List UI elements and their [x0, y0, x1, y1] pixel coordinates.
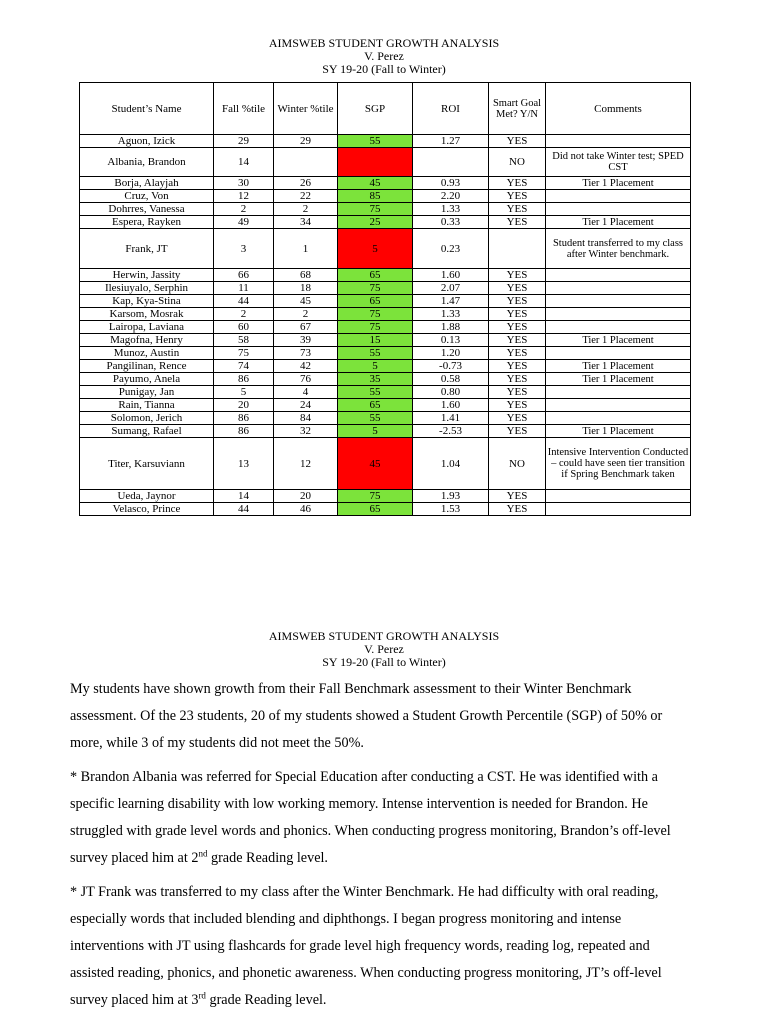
student-name: Ueda, Jaynor [80, 490, 214, 503]
student-name: Dohrres, Vanessa [80, 203, 214, 216]
smart-goal-met: YES [489, 282, 546, 295]
sgp-value: 45 [338, 177, 413, 190]
roi-value: 1.27 [413, 135, 489, 148]
brandon-ordinal: nd [198, 848, 208, 859]
sgp-value [338, 148, 413, 177]
student-name: Karsom, Mosrak [80, 308, 214, 321]
sgp-value: 65 [338, 269, 413, 282]
fall-percentile: 74 [214, 360, 274, 373]
teacher-name-2: V. Perez [364, 642, 404, 656]
comment [546, 308, 691, 321]
sgp-value: 75 [338, 308, 413, 321]
comment [546, 399, 691, 412]
sgp-value: 5 [338, 229, 413, 269]
brandon-paragraph [70, 764, 692, 872]
smart-goal-met: YES [489, 295, 546, 308]
winter-percentile: 26 [274, 177, 338, 190]
table-row [80, 399, 691, 412]
comment [546, 412, 691, 425]
sgp-value: 25 [338, 216, 413, 229]
roi-value: 0.23 [413, 229, 489, 269]
table-row [80, 216, 691, 229]
teacher-name: V. Perez [364, 49, 404, 63]
sgp-value: 65 [338, 503, 413, 516]
roi-value: 2.20 [413, 190, 489, 203]
table-row [80, 386, 691, 399]
sgp-value: 45 [338, 438, 413, 490]
header-bottom [0, 630, 768, 669]
roi-value: 1.33 [413, 308, 489, 321]
winter-percentile: 73 [274, 347, 338, 360]
winter-percentile: 29 [274, 135, 338, 148]
winter-percentile: 32 [274, 425, 338, 438]
student-name: Velasco, Prince [80, 503, 214, 516]
smart-goal-met: YES [489, 190, 546, 203]
fall-percentile: 11 [214, 282, 274, 295]
table-header-row [80, 83, 691, 135]
fall-percentile: 58 [214, 334, 274, 347]
smart-goal-met: YES [489, 373, 546, 386]
fall-percentile: 20 [214, 399, 274, 412]
fall-percentile: 86 [214, 425, 274, 438]
comment [546, 269, 691, 282]
student-name: Ilesiuyalo, Serphin [80, 282, 214, 295]
table-row [80, 360, 691, 373]
fall-percentile: 30 [214, 177, 274, 190]
table-row [80, 229, 691, 269]
table-row [80, 503, 691, 516]
roi-value: 1.20 [413, 347, 489, 360]
sgp-value: 5 [338, 360, 413, 373]
roi-value: 1.53 [413, 503, 489, 516]
student-name: Pangilinan, Rence [80, 360, 214, 373]
winter-percentile: 24 [274, 399, 338, 412]
comment [546, 503, 691, 516]
table-row [80, 347, 691, 360]
sgp-value: 65 [338, 399, 413, 412]
sgp-value: 65 [338, 295, 413, 308]
brandon-text: * Brandon Albania was referred for Special Education after conducting a CST. He was identified with a specific learning disability with low working memory. Intense intervention is needed for Brandon. He struggled with grade level words and phonics. When conducting progress monitoring, Brandon’s off-level survey placed him at 2 [70, 769, 671, 866]
sgp-value: 75 [338, 490, 413, 503]
col-header-winter: Winter %tile [274, 83, 338, 135]
comment: Tier 1 Placement [546, 425, 691, 438]
student-name: Aguon, Izick [80, 135, 214, 148]
table-row [80, 269, 691, 282]
winter-percentile: 20 [274, 490, 338, 503]
comment [546, 321, 691, 334]
comment: Tier 1 Placement [546, 177, 691, 190]
smart-goal-met: YES [489, 360, 546, 373]
col-header-name: Student’s Name [80, 83, 214, 135]
comment [546, 190, 691, 203]
winter-percentile: 46 [274, 503, 338, 516]
table-row [80, 412, 691, 425]
winter-percentile: 84 [274, 412, 338, 425]
winter-percentile: 39 [274, 334, 338, 347]
report-title: AIMSWEB STUDENT GROWTH ANALYSIS [268, 36, 500, 50]
roi-value: 1.93 [413, 490, 489, 503]
fall-percentile: 86 [214, 412, 274, 425]
winter-percentile: 2 [274, 203, 338, 216]
roi-value: 1.88 [413, 321, 489, 334]
sgp-value: 55 [338, 412, 413, 425]
smart-goal-met: YES [489, 308, 546, 321]
fall-percentile: 12 [214, 190, 274, 203]
header-top [0, 37, 768, 76]
roi-value: -0.73 [413, 360, 489, 373]
smart-goal-met: YES [489, 386, 546, 399]
smart-goal-met: YES [489, 399, 546, 412]
smart-goal-met: YES [489, 177, 546, 190]
analysis-text [70, 676, 692, 1021]
col-header-comments: Comments [546, 83, 691, 135]
smart-goal-met: YES [489, 425, 546, 438]
student-name: Albania, Brandon [80, 148, 214, 177]
winter-percentile: 18 [274, 282, 338, 295]
comment [546, 203, 691, 216]
winter-percentile: 68 [274, 269, 338, 282]
student-name: Payumo, Anela [80, 373, 214, 386]
winter-percentile: 45 [274, 295, 338, 308]
fall-percentile: 60 [214, 321, 274, 334]
fall-percentile: 29 [214, 135, 274, 148]
roi-value: 1.33 [413, 203, 489, 216]
roi-value [413, 148, 489, 177]
fall-percentile: 66 [214, 269, 274, 282]
sgp-value: 5 [338, 425, 413, 438]
sgp-value: 15 [338, 334, 413, 347]
table-row [80, 282, 691, 295]
fall-percentile: 14 [214, 490, 274, 503]
winter-percentile: 2 [274, 308, 338, 321]
student-name: Sumang, Rafael [80, 425, 214, 438]
roi-value: 1.60 [413, 269, 489, 282]
smart-goal-met: YES [489, 412, 546, 425]
col-header-smart-goal: Smart Goal Met? Y/N [489, 83, 546, 135]
growth-table [79, 82, 691, 516]
sgp-value: 55 [338, 386, 413, 399]
roi-value: 1.60 [413, 399, 489, 412]
comment: Tier 1 Placement [546, 360, 691, 373]
roi-value: 0.13 [413, 334, 489, 347]
col-header-sgp: SGP [338, 83, 413, 135]
roi-value: 0.80 [413, 386, 489, 399]
roi-value: 0.93 [413, 177, 489, 190]
fall-percentile: 44 [214, 295, 274, 308]
table-row [80, 308, 691, 321]
comment [546, 386, 691, 399]
winter-percentile: 1 [274, 229, 338, 269]
winter-percentile: 42 [274, 360, 338, 373]
sgp-value: 75 [338, 203, 413, 216]
smart-goal-met: YES [489, 216, 546, 229]
fall-percentile: 3 [214, 229, 274, 269]
student-name: Herwin, Jassity [80, 269, 214, 282]
smart-goal-met [489, 229, 546, 269]
school-year-2: SY 19-20 (Fall to Winter) [322, 655, 446, 669]
fall-percentile: 44 [214, 503, 274, 516]
smart-goal-met: YES [489, 135, 546, 148]
student-name: Borja, Alayjah [80, 177, 214, 190]
smart-goal-met: YES [489, 503, 546, 516]
smart-goal-met: YES [489, 269, 546, 282]
comment [546, 295, 691, 308]
table-row [80, 135, 691, 148]
comment [546, 282, 691, 295]
jt-paragraph [70, 879, 692, 1014]
report-title-2: AIMSWEB STUDENT GROWTH ANALYSIS [268, 629, 500, 643]
school-year: SY 19-20 (Fall to Winter) [322, 62, 446, 76]
table-row [80, 295, 691, 308]
roi-value: 1.04 [413, 438, 489, 490]
sgp-value: 35 [338, 373, 413, 386]
student-name: Munoz, Austin [80, 347, 214, 360]
comment: Tier 1 Placement [546, 373, 691, 386]
smart-goal-met: YES [489, 203, 546, 216]
smart-goal-met: YES [489, 490, 546, 503]
roi-value: 1.47 [413, 295, 489, 308]
table-row [80, 203, 691, 216]
student-name: Frank, JT [80, 229, 214, 269]
fall-percentile: 14 [214, 148, 274, 177]
fall-percentile: 2 [214, 308, 274, 321]
jt-ordinal: rd [198, 990, 206, 1001]
fall-percentile: 13 [214, 438, 274, 490]
student-name: Lairopa, Laviana [80, 321, 214, 334]
winter-percentile: 67 [274, 321, 338, 334]
smart-goal-met: NO [489, 148, 546, 177]
sgp-value: 75 [338, 321, 413, 334]
table-body [80, 135, 691, 516]
sgp-value: 75 [338, 282, 413, 295]
student-name: Solomon, Jerich [80, 412, 214, 425]
roi-value: 1.41 [413, 412, 489, 425]
student-name: Rain, Tianna [80, 399, 214, 412]
winter-percentile: 76 [274, 373, 338, 386]
comment: Student transferred to my class after Winter benchmark. [546, 229, 691, 269]
fall-percentile: 49 [214, 216, 274, 229]
winter-percentile [274, 148, 338, 177]
table-row [80, 373, 691, 386]
fall-percentile: 2 [214, 203, 274, 216]
comment [546, 347, 691, 360]
brandon-end: grade Reading level. [207, 850, 328, 866]
winter-percentile: 12 [274, 438, 338, 490]
student-name: Punigay, Jan [80, 386, 214, 399]
table-row [80, 334, 691, 347]
fall-percentile: 86 [214, 373, 274, 386]
comment: Intensive Intervention Conducted – could have seen tier transition if Spring Benchmark taken [546, 438, 691, 490]
table-row [80, 490, 691, 503]
smart-goal-met: NO [489, 438, 546, 490]
table-row [80, 177, 691, 190]
roi-value: 0.33 [413, 216, 489, 229]
student-name: Espera, Rayken [80, 216, 214, 229]
student-name: Titer, Karsuvіann [80, 438, 214, 490]
sgp-value: 85 [338, 190, 413, 203]
table-row [80, 425, 691, 438]
student-name: Cruz, Von [80, 190, 214, 203]
winter-percentile: 4 [274, 386, 338, 399]
comment: Did not take Winter test; SPED CST [546, 148, 691, 177]
smart-goal-met: YES [489, 347, 546, 360]
comment [546, 135, 691, 148]
roi-value: 2.07 [413, 282, 489, 295]
fall-percentile: 5 [214, 386, 274, 399]
table-row [80, 148, 691, 177]
jt-end: grade Reading level. [205, 992, 327, 1008]
fall-percentile: 75 [214, 347, 274, 360]
comment: Tier 1 Placement [546, 216, 691, 229]
col-header-roi: ROI [413, 83, 489, 135]
roi-value: -2.53 [413, 425, 489, 438]
sgp-value: 55 [338, 135, 413, 148]
smart-goal-met: YES [489, 321, 546, 334]
smart-goal-met: YES [489, 334, 546, 347]
comment: Tier 1 Placement [546, 334, 691, 347]
comment [546, 490, 691, 503]
table-row [80, 438, 691, 490]
summary-paragraph: My students have shown growth from their Fall Benchmark assessment to their Winter Benchmark assessment. Of the 23 students, 20 of my students showed a Student Growth Percentile (SGP) of 50% or more, while 3 of my students did not meet the 50%. [70, 681, 663, 751]
winter-percentile: 34 [274, 216, 338, 229]
student-name: Magofna, Henry [80, 334, 214, 347]
table-row [80, 321, 691, 334]
col-header-fall: Fall %tile [214, 83, 274, 135]
winter-percentile: 22 [274, 190, 338, 203]
jt-text: * JT Frank was transferred to my class after the Winter Benchmark. He had difficulty with oral reading, especially words that included blending and diphthongs. I began progress monitoring and intense interventions with JT using flashcards for grade level high frequency words, reading log, repeated and assisted reading, phonics, and phonetic awareness. When conducting progress monitoring, JT’s off-level survey placed him at 3 [70, 884, 662, 1008]
student-name: Kap, Kya-Stina [80, 295, 214, 308]
roi-value: 0.58 [413, 373, 489, 386]
table-row [80, 190, 691, 203]
sgp-value: 55 [338, 347, 413, 360]
